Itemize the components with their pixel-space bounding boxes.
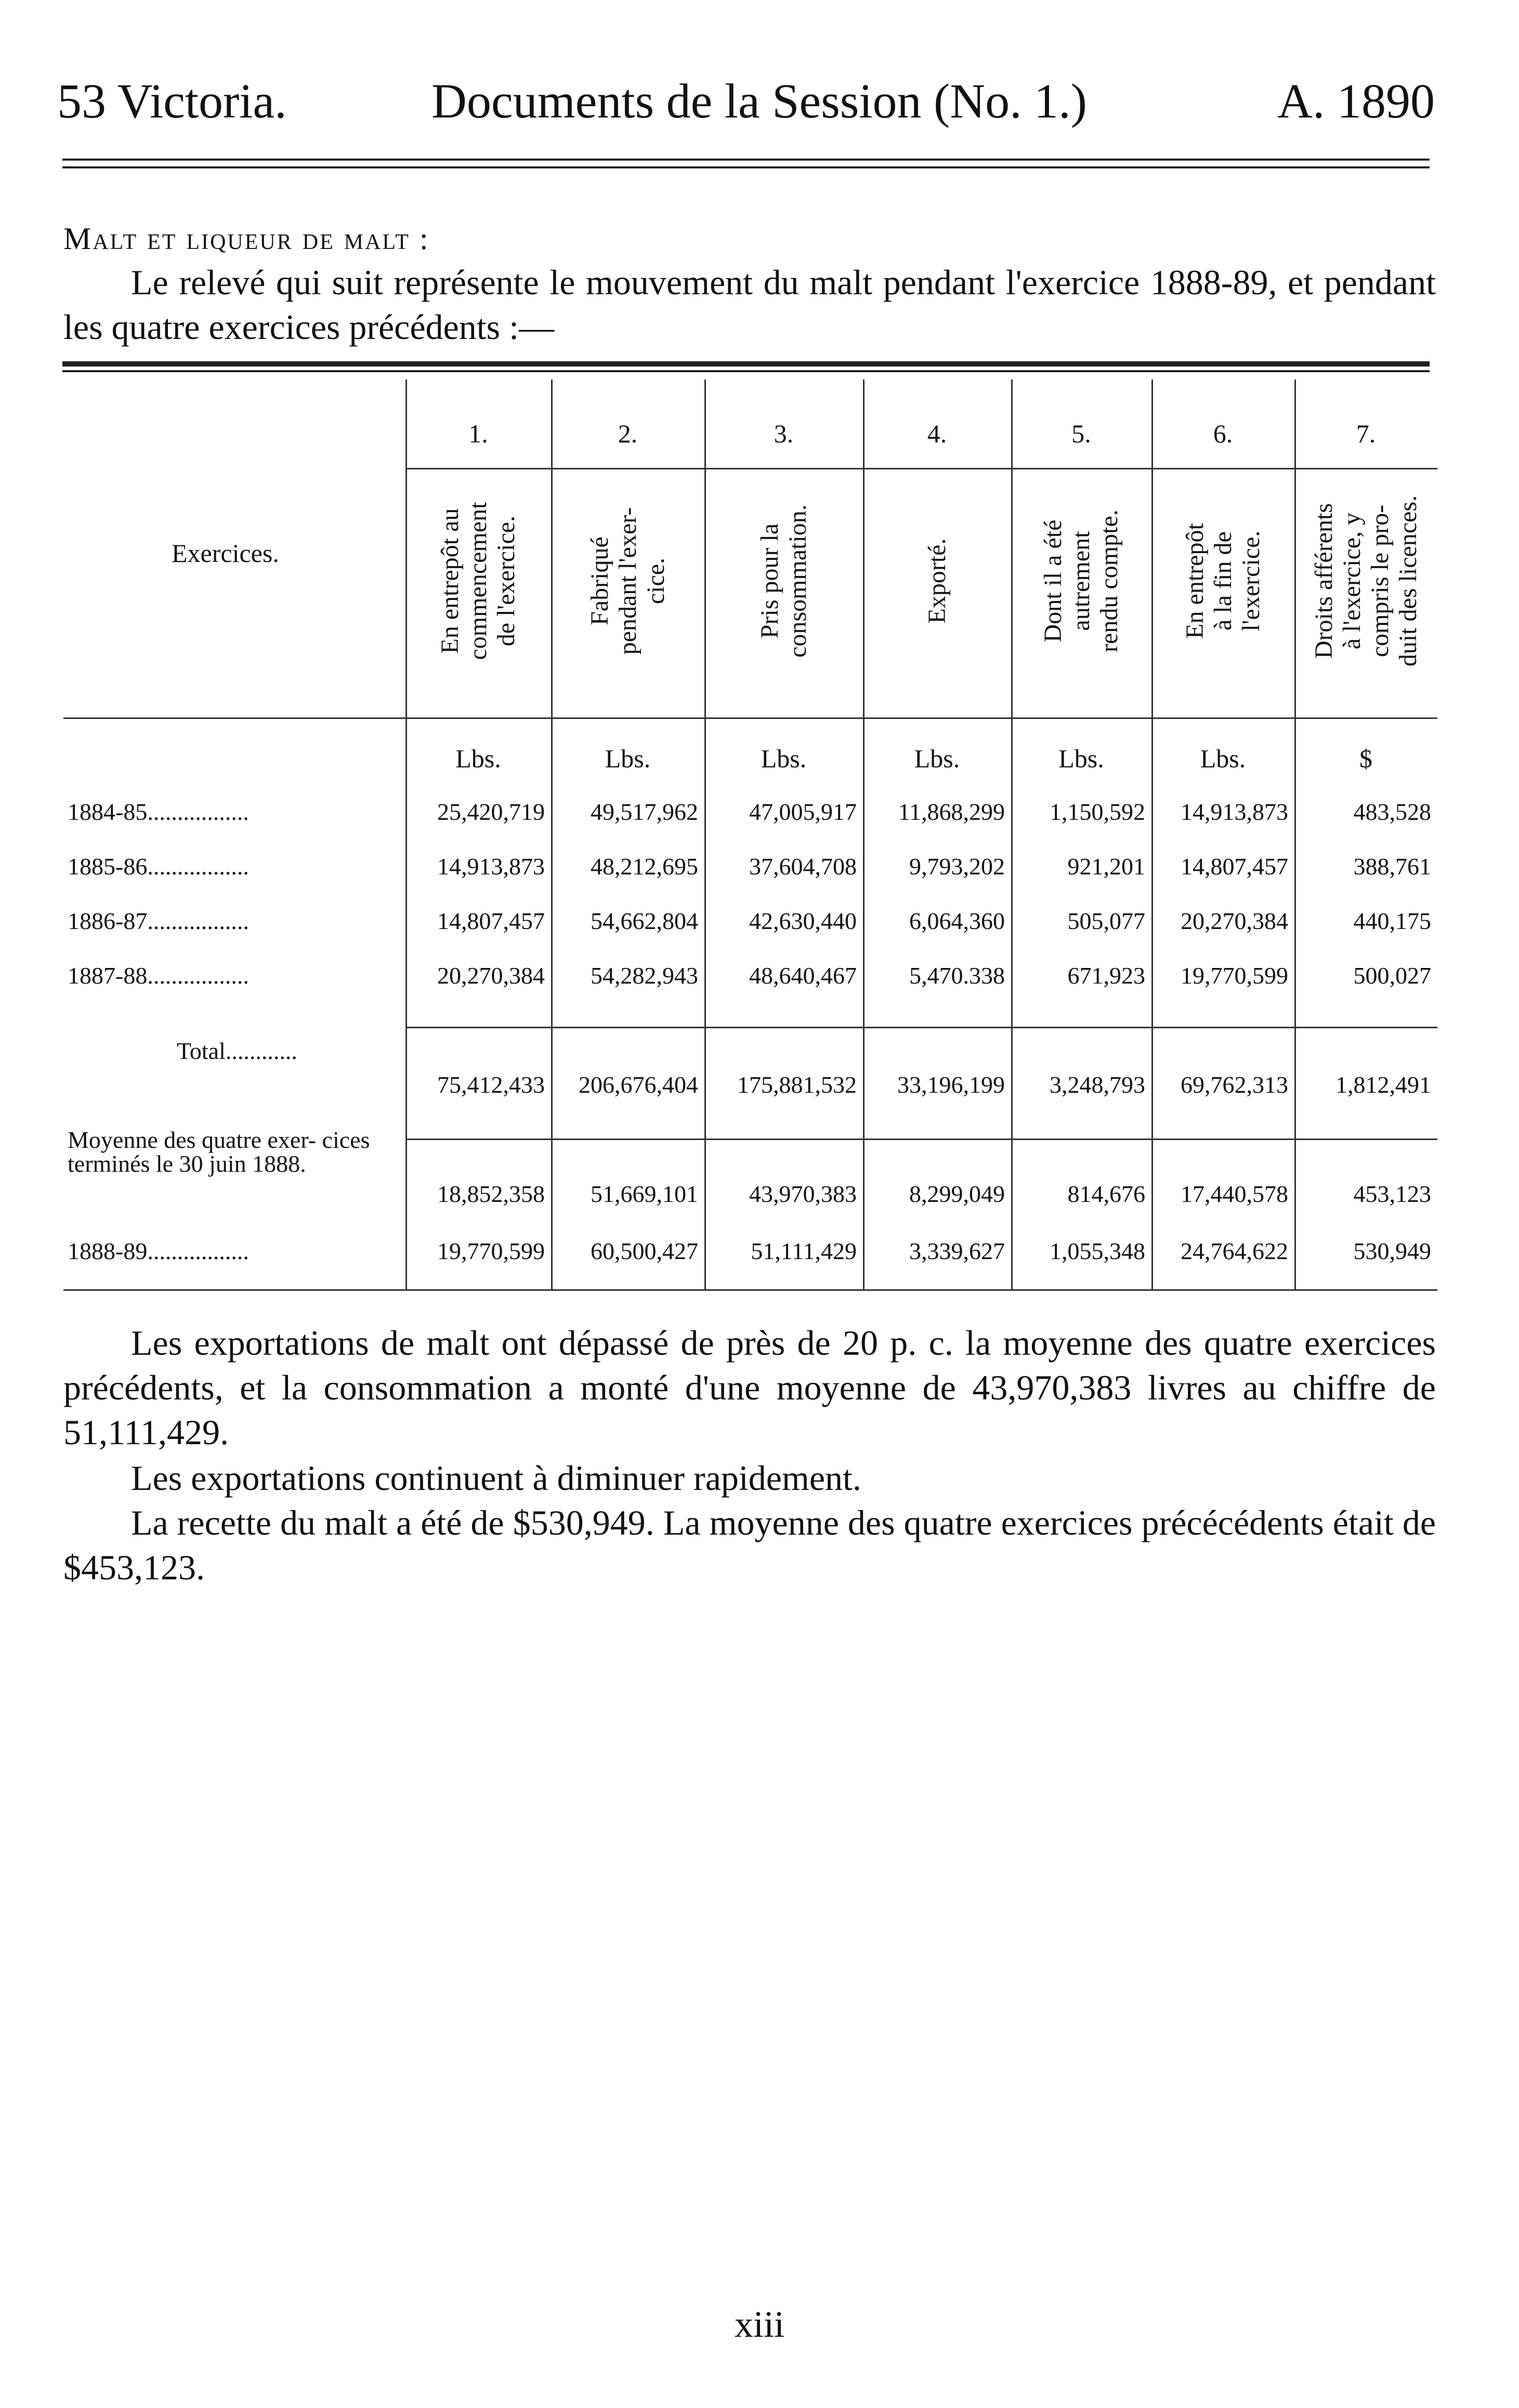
current-row-cell: 19,770,599 [437,1238,545,1264]
year-row-cell: 14,807,457 [437,908,545,934]
column-header-line: autrement [1067,531,1095,631]
column-number: 1. [468,419,488,448]
total-row-cell: 75,412,433 [437,1071,545,1098]
stub-header: Exercices. [172,539,279,568]
column-rule [551,379,553,1289]
year-row-cell: 440,175 [1353,908,1431,934]
column-number: 2. [618,419,638,448]
column-header-line: cice. [641,557,670,605]
column-header-line: En entrepôt [1181,523,1209,639]
column-rule [1294,379,1296,1289]
year-row-cell: 20,270,384 [1181,908,1288,934]
header-rule [62,159,1430,161]
year-row-cell: 14,807,457 [1181,853,1288,880]
column-header-label [1310,470,1422,691]
column-unit: $ [1359,744,1372,773]
year-row-cell: 14,913,873 [437,853,545,880]
year-row-cell: 500,027 [1353,962,1431,989]
table-top-rule [62,361,1430,367]
average-row-cell: 51,669,101 [591,1181,698,1207]
colnum-rule [405,468,1437,469]
year-row-cell: 19,770,599 [1181,962,1288,989]
column-header-line: Fabriqué [585,536,613,625]
column-header-line: consommation. [783,504,811,658]
paragraph-1-text: Les exportations de malt ont dépassé de près de 20 p. c. la moyenne des quatre exercices précédents, et la consommation a monté d'une moyenne de 43,970,383 livres au chiffre de 51,111,429. [63,1323,1436,1452]
column-header-line: compris le pro- [1366,504,1394,658]
column-header-line: duit des licences. [1394,495,1422,667]
column-header-label [436,470,520,691]
year-row-cell: 49,517,962 [591,799,698,825]
page-number: xiii [734,2304,784,2345]
average-row-cell: 17,440,578 [1181,1181,1288,1207]
current-row-cell: 1,055,348 [1050,1238,1145,1264]
year-row-cell: 20,270,384 [437,962,545,989]
column-header-line: à la fin de [1209,531,1237,631]
year-row-cell: 14,913,873 [1181,799,1288,825]
year-row-cell: 1,150,592 [1050,799,1145,825]
total-row-cell: 3,248,793 [1050,1071,1145,1098]
column-header-line: pendant l'exer- [613,507,641,655]
total-row-cell: 175,881,532 [737,1071,857,1098]
year-row-cell: 388,761 [1353,853,1431,880]
year-row-cell: 6,064,360 [909,908,1005,934]
average-row-label: Moyenne des quatre exer- cices terminés le 30 juin 1888. [68,1127,370,1177]
column-unit: Lbs. [1200,744,1246,773]
column-header-line: En entrepôt au [436,508,464,654]
year-row-label: 1885-86................. [68,853,249,880]
header-rule-2 [62,166,1430,168]
column-number: 6. [1213,419,1233,448]
column-header-line: rendu compte. [1095,509,1123,652]
year-row-cell: 37,604,708 [749,853,857,880]
average-row-cell: 814,676 [1067,1181,1145,1207]
column-unit: Lbs. [605,744,651,773]
year-row-cell: 11,868,299 [898,799,1005,825]
year-row-cell: 54,282,943 [591,962,698,989]
column-header-line: à l'exercice, y [1338,512,1366,650]
column-rule [405,379,407,1289]
year-row-cell: 25,420,719 [437,799,545,825]
column-number: 7. [1356,419,1376,448]
year-row-cell: 483,528 [1353,799,1431,825]
current-row-label: 1888-89................. [68,1238,249,1264]
year-row-cell: 42,630,440 [749,908,857,934]
column-number: 5. [1071,419,1091,448]
column-rule [704,379,706,1289]
column-rule [1011,379,1013,1289]
year-row-label: 1884-85................. [68,799,249,825]
column-unit: Lbs. [761,744,807,773]
current-row-cell: 51,111,429 [751,1238,857,1264]
table-top-rule-2 [62,370,1430,372]
column-header-line: Dont il a été [1039,519,1067,643]
intro-text: Le relevé qui suit représente le mouvement du malt pendant l'exercice 1888-89, et pendant les quatre exercices précédents :— [63,263,1436,347]
header-volume: 53 Victoria. [57,74,287,128]
column-rule [1151,379,1153,1289]
year-row-cell: 48,640,467 [749,962,857,989]
total-row-cell: 69,762,313 [1181,1071,1288,1098]
section-title: Malt et liqueur de malt : [63,221,430,256]
current-row-cell: 3,339,627 [909,1238,1005,1264]
column-number: 3. [774,419,794,448]
average-row-cell: 18,852,358 [437,1181,545,1207]
year-row-cell: 54,662,804 [591,908,698,934]
year-row-cell: 5,470.338 [909,962,1005,989]
paragraph-2-text: Les exportations continuent à diminuer rapidement. [131,1458,861,1498]
column-header-label [756,470,812,691]
table-bottom-rule [63,1289,1437,1291]
average-row-cell: 43,970,383 [749,1181,857,1207]
total-row-cell: 206,676,404 [579,1071,698,1098]
column-header-line: l'exercice. [1237,530,1265,632]
column-header-line: commencement [464,502,492,660]
column-rule [863,379,865,1289]
column-unit: Lbs. [1058,744,1104,773]
paragraph-1 [63,1320,1436,1455]
total-row-cell: 1,812,491 [1335,1071,1431,1098]
intro-paragraph [63,260,1436,349]
year-row-label: 1886-87................. [68,908,249,934]
year-row-cell: 9,793,202 [909,853,1005,880]
average-row-cell: 453,123 [1353,1181,1431,1207]
year-row-cell: 671,923 [1067,962,1145,989]
average-row-cell: 8,299,049 [909,1181,1005,1207]
column-header-line: de l'exercice. [492,515,520,647]
header-bottom-rule [63,717,1437,719]
column-header-label [586,470,670,691]
column-unit: Lbs. [914,744,960,773]
total-top-rule [405,1027,1437,1028]
current-row-cell: 530,949 [1353,1238,1431,1264]
paragraph-2 [63,1456,1436,1500]
column-number: 4. [927,419,947,448]
column-unit: Lbs. [455,744,501,773]
paragraph-3-text: La recette du malt a été de $530,949. La moyenne des quatre exercices précécédents était de $453,123. [63,1503,1436,1587]
running-header [57,73,1435,130]
header-year: A. 1890 [1277,74,1435,128]
total-row-label: Total............ [177,1038,297,1064]
column-header-label [923,470,951,691]
column-header-line: Exporté. [923,538,951,624]
column-header-label [1181,470,1265,691]
year-row-cell: 921,201 [1067,853,1145,880]
column-header-line: Droits afférents [1310,503,1338,659]
year-row-cell: 505,077 [1067,908,1145,934]
year-row-cell: 48,212,695 [591,853,698,880]
current-row-cell: 24,764,622 [1181,1238,1288,1264]
average-top-rule [405,1138,1437,1140]
header-title: Documents de la Session (No. 1.) [431,74,1087,128]
column-header-label [1039,470,1123,691]
column-header-line: Pris pour la [755,523,783,639]
current-row-cell: 60,500,427 [591,1238,698,1264]
total-row-cell: 33,196,199 [897,1071,1005,1098]
year-row-label: 1887-88................. [68,962,249,989]
paragraph-3 [63,1500,1436,1590]
year-row-cell: 47,005,917 [749,799,857,825]
